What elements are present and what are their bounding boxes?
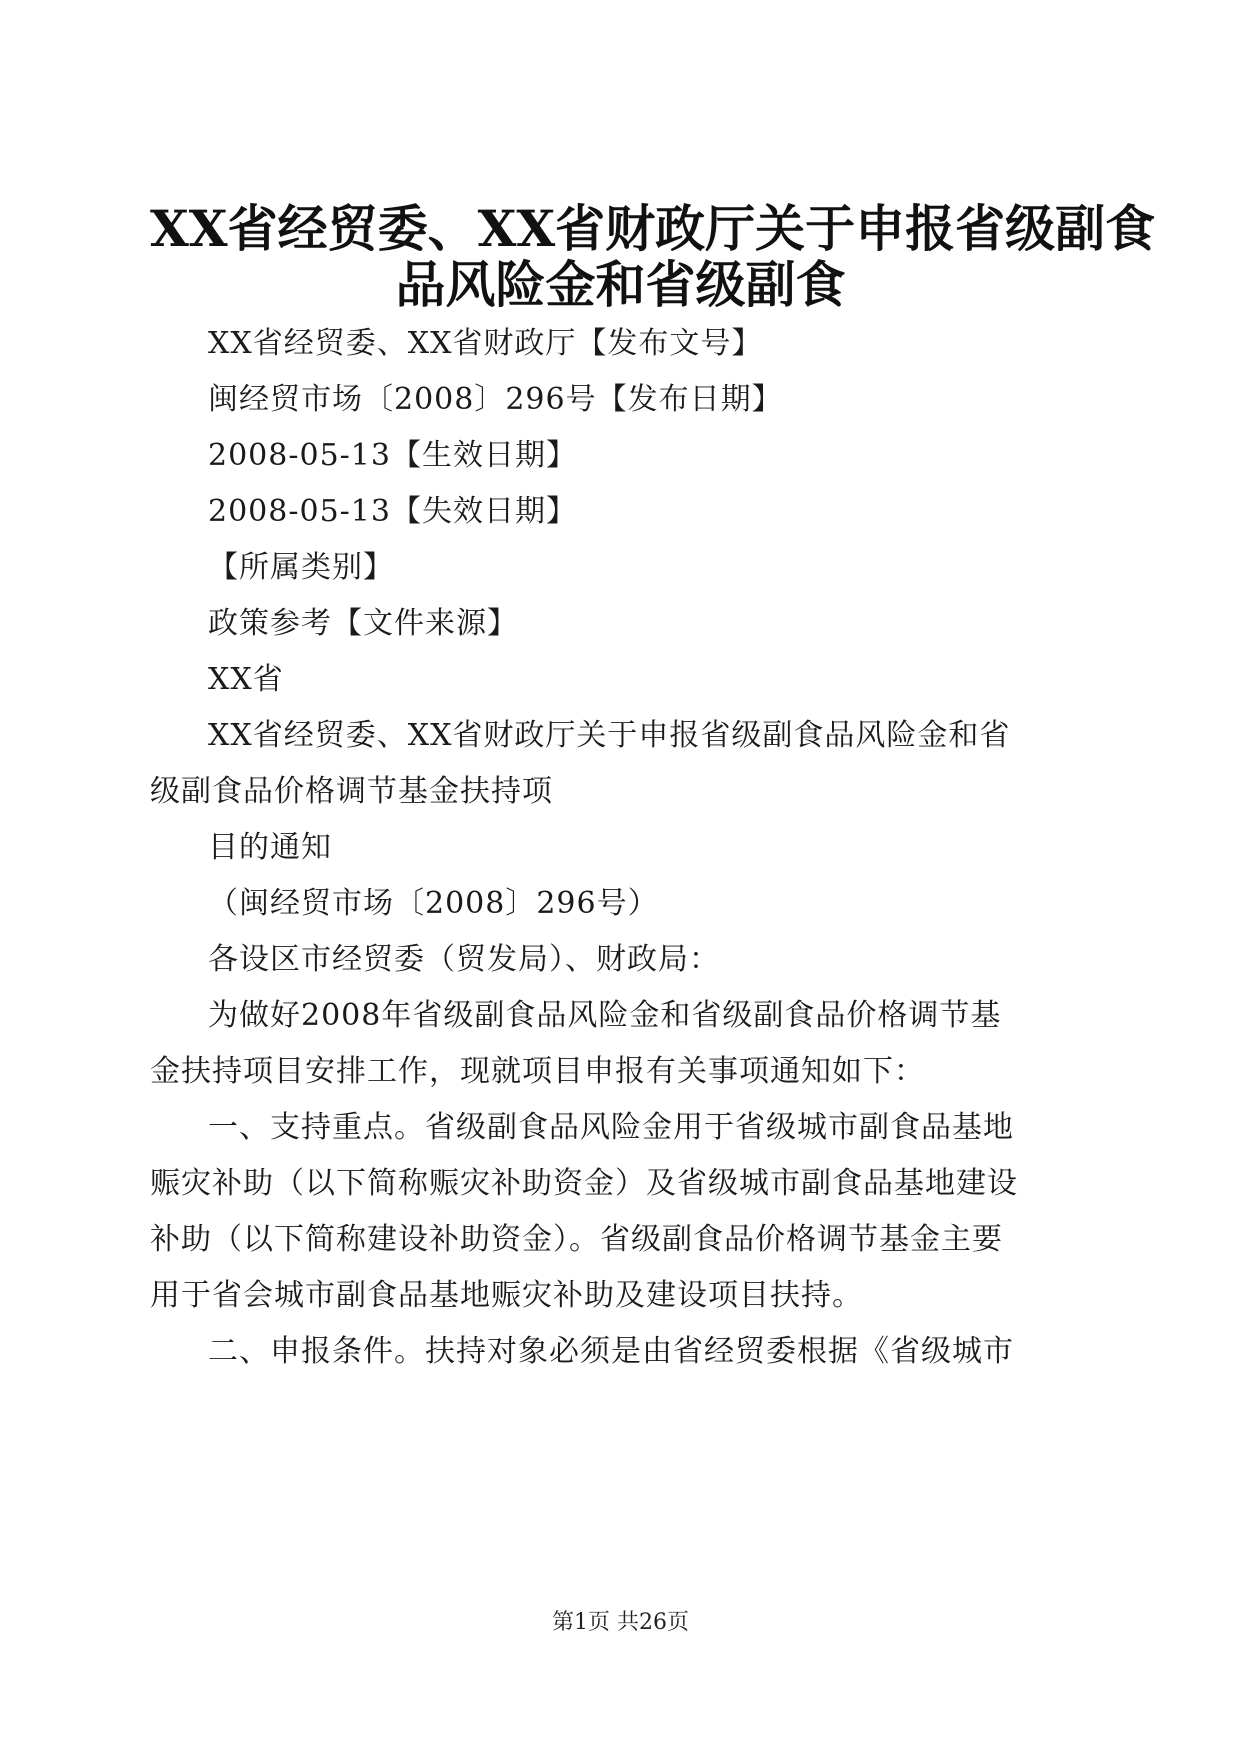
body-paragraph-2-line-3: 补助（以下简称建设补助资金）。省级副食品价格调节基金主要 bbox=[150, 1222, 1003, 1257]
category-line: 【所属类别】 bbox=[208, 550, 394, 585]
document-title-line-2: 品风险金和省级副食 bbox=[395, 255, 846, 314]
issuer-line: XX省经贸委、XX省财政厅【发布文号】 bbox=[208, 326, 763, 361]
notice-title-line-3: 目的通知 bbox=[208, 830, 332, 865]
document-title-line-1: XX省经贸委、XX省财政厅关于申报省级副食 bbox=[150, 199, 1156, 258]
body-paragraph-3-line-1: 二、申报条件。扶持对象必须是由省经贸委根据《省级城市 bbox=[208, 1334, 1014, 1369]
body-paragraph-1-line-2: 金扶持项目安排工作，现就项目申报有关事项通知如下： bbox=[150, 1054, 925, 1089]
addressee-line: 各设区市经贸委（贸发局）、财政局： bbox=[208, 942, 720, 977]
body-paragraph-2-line-1: 一、支持重点。省级副食品风险金用于省级城市副食品基地 bbox=[208, 1110, 1014, 1145]
doc-number-line: 闽经贸市场〔2008〕296号【发布日期】 bbox=[208, 382, 783, 417]
effective-date-line: 2008-05-13【失效日期】 bbox=[208, 494, 577, 529]
publish-date-line: 2008-05-13【生效日期】 bbox=[208, 438, 577, 473]
body-paragraph-2-line-2: 赈灾补助（以下简称赈灾补助资金）及省级城市副食品基地建设 bbox=[150, 1166, 1018, 1201]
body-paragraph-1-line-1: 为做好2008年省级副食品风险金和省级副食品价格调节基 bbox=[208, 998, 1002, 1033]
source-line: 政策参考【文件来源】 bbox=[208, 606, 518, 641]
notice-title-line-2: 级副食品价格调节基金扶持项 bbox=[150, 774, 553, 809]
province-line: XX省 bbox=[208, 662, 284, 697]
body-paragraph-2-line-4: 用于省会城市副食品基地赈灾补助及建设项目扶持。 bbox=[150, 1278, 863, 1313]
page-number-footer: 第1页 共26页 bbox=[552, 1610, 689, 1635]
notice-number-line: （闽经贸市场〔2008〕296号） bbox=[208, 886, 659, 921]
notice-title-line-1: XX省经贸委、XX省财政厅关于申报省级副食品风险金和省 bbox=[208, 718, 1011, 753]
